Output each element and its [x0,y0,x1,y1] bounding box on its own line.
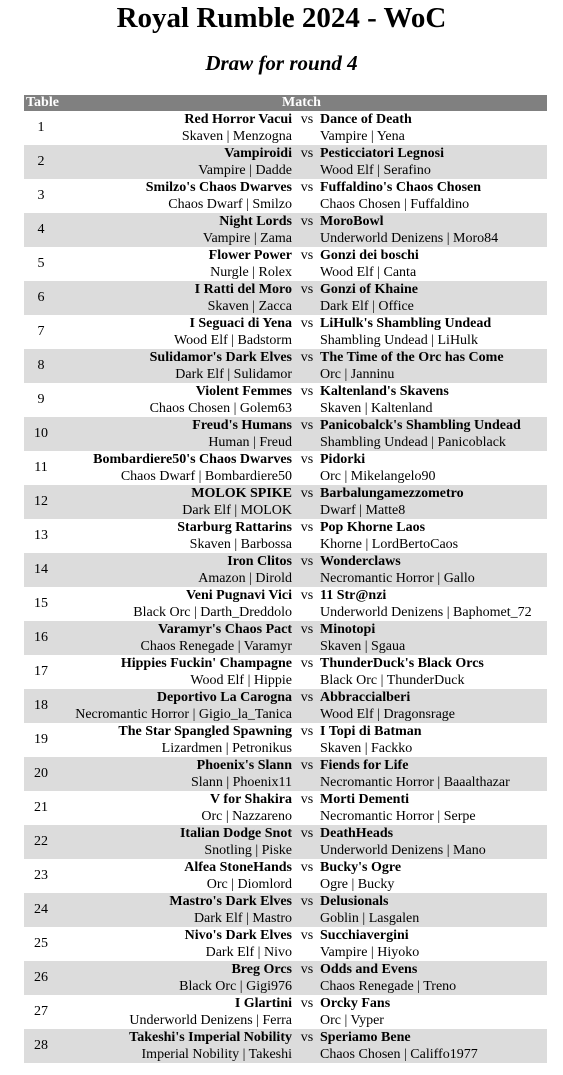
home-cell [42,417,292,451]
table-number: 5 [37,256,45,271]
vs-label: vs [300,146,314,161]
away-cell [320,757,552,791]
table-number: 23 [34,868,48,883]
away-race-coach: Orc | Vyper [320,1013,384,1028]
header-table: Table [26,95,59,110]
away-cell [320,451,552,485]
table-row [24,281,547,315]
table-number: 10 [34,426,48,441]
away-race-coach: Skaven | Fackko [320,741,413,756]
vs-label: vs [300,112,314,127]
vs-label: vs [300,520,314,535]
away-cell [320,179,552,213]
away-team-name: Kaltenland's Skavens [320,384,449,399]
away-cell [320,315,552,349]
header-match: Match [282,95,321,110]
table-number: 18 [34,698,48,713]
home-team-name: Night Lords [219,214,292,229]
page-title: Royal Rumble 2024 - WoC [116,2,447,34]
table-row [24,757,547,791]
vs-label: vs [300,758,314,773]
vs-label: vs [300,826,314,841]
home-team-name: Violent Femmes [195,384,292,399]
table-number: 24 [34,902,48,917]
away-race-coach: Black Orc | ThunderDuck [320,673,465,688]
away-cell [320,655,552,689]
home-cell [42,213,292,247]
away-team-name: Bucky's Ogre [320,860,402,875]
vs-label: vs [300,554,314,569]
away-team-name: Fiends for Life [320,758,409,773]
table-number: 13 [34,528,48,543]
table-number: 20 [34,766,48,781]
home-race-coach: Black Orc | Darth_Dreddolo [133,605,292,620]
table-row [24,689,547,723]
away-cell [320,519,552,553]
home-team-name: Vampiroidi [224,146,292,161]
home-team-name: Iron Clitos [227,554,292,569]
away-team-name: 11 Str@nzi [320,588,387,603]
home-team-name: Flower Power [208,248,292,263]
away-race-coach: Shambling Undead | LiHulk [320,333,478,348]
home-cell [42,247,292,281]
home-cell [42,859,292,893]
vs-label: vs [300,656,314,671]
home-race-coach: Skaven | Menzogna [181,129,292,144]
table-row [24,791,547,825]
table-row [24,145,547,179]
table-row [24,179,547,213]
home-cell [42,961,292,995]
away-team-name: ThunderDuck's Black Orcs [320,656,484,671]
home-team-name: I Seguaci di Yena [189,316,292,331]
away-race-coach: Orc | Mikelangelo90 [320,469,436,484]
home-team-name: Italian Dodge Snot [179,826,292,841]
vs-label: vs [300,928,314,943]
away-cell [320,553,552,587]
home-race-coach: Chaos Chosen | Golem63 [149,401,292,416]
away-cell [320,281,552,315]
table-number: 8 [37,358,45,373]
away-race-coach: Necromantic Horror | Serpe [320,809,476,824]
home-cell [42,723,292,757]
table-row [24,451,547,485]
home-team-name: I Ratti del Moro [194,282,292,297]
home-team-name: Nivo's Dark Elves [184,928,292,943]
away-cell [320,1029,552,1063]
table-number: 25 [34,936,48,951]
home-team-name: MOLOK SPIKE [191,486,292,501]
home-team-name: Bombardiere50's Chaos Dwarves [93,452,292,467]
vs-label: vs [300,860,314,875]
table-number: 14 [34,562,48,577]
away-team-name: The Time of the Orc has Come [320,350,504,365]
table-number: 2 [37,154,45,169]
away-team-name: Pidorki [320,452,366,467]
round-subtitle: Draw for round 4 [205,51,358,75]
home-race-coach: Skaven | Zacca [207,299,292,314]
home-cell [42,621,292,655]
home-team-name: Deportivo La Carogna [156,690,292,705]
away-team-name: DeathHeads [320,826,394,841]
table-number: 12 [34,494,48,509]
home-cell [42,111,292,145]
table-number: 27 [34,1004,48,1019]
away-cell [320,417,552,451]
vs-label: vs [300,690,314,705]
home-cell [42,1029,292,1063]
away-race-coach: Chaos Chosen | Fuffaldino [320,197,470,212]
away-race-coach: Orc | Janninu [320,367,395,382]
table-number: 3 [37,188,45,203]
away-cell [320,927,552,961]
table-number: 26 [34,970,48,985]
vs-label: vs [300,486,314,501]
home-race-coach: Wood Elf | Badstorm [174,333,292,348]
table-row [24,213,547,247]
away-cell [320,485,552,519]
table-row [24,247,547,281]
table-body [24,111,547,1063]
home-race-coach: Dark Elf | Sulidamor [175,367,292,382]
away-race-coach: Wood Elf | Serafino [320,163,431,178]
table-number: 6 [37,290,45,305]
home-cell [42,757,292,791]
away-team-name: Wonderclaws [320,554,401,569]
home-team-name: Sulidamor's Dark Elves [149,350,292,365]
home-race-coach: Chaos Dwarf | Smilzo [168,197,292,212]
home-team-name: Starburg Rattarins [177,520,292,535]
away-race-coach: Chaos Chosen | Califfo1977 [320,1047,478,1062]
table-row [24,553,547,587]
away-team-name: Gonzi of Khaine [320,282,419,297]
away-race-coach: Skaven | Kaltenland [320,401,433,416]
home-team-name: Breg Orcs [231,962,292,977]
away-race-coach: Skaven | Sgaua [320,639,406,654]
vs-label: vs [300,282,314,297]
away-cell [320,961,552,995]
table-row [24,893,547,927]
away-cell [320,621,552,655]
table-row [24,349,547,383]
table-row [24,825,547,859]
home-race-coach: Chaos Renegade | Varamyr [140,639,292,654]
away-team-name: Succhiavergini [320,928,409,943]
table-number: 15 [34,596,48,611]
table-number: 9 [37,392,45,407]
away-cell [320,383,552,417]
home-team-name: Freud's Humans [192,418,292,433]
away-team-name: Fuffaldino's Chaos Chosen [320,180,482,195]
vs-label: vs [300,588,314,603]
draw-table [24,95,547,1063]
away-cell [320,791,552,825]
home-team-name: Red Horror Vacui [184,112,292,127]
away-cell [320,247,552,281]
table-row [24,1029,547,1063]
home-race-coach: Dark Elf | Nivo [205,945,292,960]
home-cell [42,519,292,553]
table-number: 7 [37,324,45,339]
away-race-coach: Vampire | Yena [320,129,405,144]
table-row [24,723,547,757]
away-team-name: Delusionals [320,894,389,909]
home-cell [42,281,292,315]
vs-label: vs [300,452,314,467]
table-row [24,995,547,1029]
home-team-name: Smilzo's Chaos Dwarves [145,180,292,195]
away-race-coach: Dark Elf | Office [320,299,414,314]
vs-label: vs [300,214,314,229]
table-row [24,961,547,995]
home-race-coach: Human | Freud [208,435,292,450]
away-cell [320,213,552,247]
away-race-coach: Shambling Undead | Panicoblack [320,435,506,450]
away-team-name: Pop Khorne Laos [320,520,426,535]
away-cell [320,111,552,145]
home-race-coach: Necromantic Horror | Gigio_la_Tanica [75,707,292,722]
home-cell [42,145,292,179]
away-race-coach: Dwarf | Matte8 [320,503,406,518]
vs-label: vs [300,384,314,399]
table-row [24,927,547,961]
table-row [24,315,547,349]
home-race-coach: Underworld Denizens | Ferra [129,1013,292,1028]
home-team-name: Mastro's Dark Elves [169,894,292,909]
table-row [24,621,547,655]
home-cell [42,315,292,349]
home-team-name: The Star Spangled Spawning [118,724,292,739]
away-cell [320,893,552,927]
home-race-coach: Skaven | Barbossa [189,537,292,552]
away-cell [320,145,552,179]
home-race-coach: Dark Elf | Mastro [193,911,292,926]
away-team-name: Pesticciatori Legnosi [320,146,445,161]
home-race-coach: Slann | Phoenix11 [190,775,292,790]
away-cell [320,349,552,383]
home-cell [42,383,292,417]
home-team-name: Alfea StoneHands [184,860,292,875]
home-race-coach: Orc | Diomlord [206,877,292,892]
away-race-coach: Khorne | LordBertoCaos [320,537,459,552]
away-race-coach: Underworld Denizens | Baphomet_72 [320,605,532,620]
away-race-coach: Chaos Renegade | Treno [320,979,457,994]
away-race-coach: Necromantic Horror | Gallo [320,571,475,586]
home-race-coach: Lizardmen | Petronikus [161,741,292,756]
away-race-coach: Underworld Denizens | Moro84 [320,231,499,246]
vs-label: vs [300,248,314,263]
table-number: 19 [34,732,48,747]
away-team-name: LiHulk's Shambling Undead [320,316,492,331]
away-cell [320,689,552,723]
table-row [24,383,547,417]
away-team-name: Dance of Death [320,112,412,127]
home-cell [42,179,292,213]
away-team-name: Gonzi dei boschi [320,248,419,263]
table-row [24,417,547,451]
home-team-name: Takeshi's Imperial Nobility [129,1030,292,1045]
home-race-coach: Vampire | Zama [202,231,292,246]
table-number: 28 [34,1038,48,1053]
home-cell [42,825,292,859]
vs-label: vs [300,1030,314,1045]
table-row [24,655,547,689]
home-team-name: Phoenix's Slann [196,758,292,773]
away-team-name: MoroBowl [320,214,384,229]
away-team-name: Morti Dementi [320,792,410,807]
away-cell [320,825,552,859]
home-cell [42,451,292,485]
home-cell [42,893,292,927]
table-number: 16 [34,630,48,645]
away-team-name: Minotopi [320,622,376,637]
home-cell [42,655,292,689]
table-row [24,485,547,519]
table-row [24,587,547,621]
away-cell [320,723,552,757]
away-cell [320,995,552,1029]
away-race-coach: Goblin | Lasgalen [320,911,420,926]
home-race-coach: Imperial Nobility | Takeshi [141,1047,292,1062]
vs-label: vs [300,996,314,1011]
home-cell [42,995,292,1029]
vs-label: vs [300,418,314,433]
home-cell [42,485,292,519]
table-number: 22 [34,834,48,849]
home-cell [42,553,292,587]
table-number: 21 [34,800,48,815]
away-race-coach: Underworld Denizens | Mano [320,843,486,858]
table-row [24,519,547,553]
away-team-name: Speriamo Bene [320,1030,411,1045]
away-team-name: Panicobalck's Shambling Undead [320,418,521,433]
table-number: 1 [37,120,45,135]
home-team-name: V for Shakira [210,792,292,807]
away-team-name: Odds and Evens [320,962,418,977]
away-race-coach: Wood Elf | Dragonsrage [320,707,456,722]
vs-label: vs [300,962,314,977]
away-race-coach: Wood Elf | Canta [320,265,417,280]
away-cell [320,859,552,893]
home-cell [42,689,292,723]
away-race-coach: Necromantic Horror | Baaalthazar [320,775,510,790]
table-number: 11 [34,460,48,475]
away-team-name: Orcky Fans [320,996,391,1011]
home-cell [42,349,292,383]
home-cell [42,587,292,621]
away-team-name: Barbalungamezzometro [320,486,464,501]
vs-label: vs [300,180,314,195]
home-race-coach: Amazon | Dirold [198,571,292,586]
home-race-coach: Wood Elf | Hippie [190,673,292,688]
away-race-coach: Ogre | Bucky [320,877,395,892]
vs-label: vs [300,724,314,739]
home-race-coach: Black Orc | Gigi976 [179,979,292,994]
vs-label: vs [300,350,314,365]
table-header [24,95,547,111]
table-row [24,111,547,145]
table-row [24,859,547,893]
away-cell [320,587,552,621]
table-number: 17 [34,664,48,679]
away-team-name: Abbraccialberi [320,690,411,705]
vs-label: vs [300,622,314,637]
home-race-coach: Dark Elf | MOLOK [182,503,292,518]
home-race-coach: Nurgle | Rolex [210,265,292,280]
home-team-name: Hippies Fuckin' Champagne [120,656,292,671]
table-number: 4 [37,222,45,237]
home-race-coach: Vampire | Dadde [198,163,292,178]
away-team-name: I Topi di Batman [320,724,422,739]
vs-label: vs [300,792,314,807]
home-team-name: I Glartini [234,996,292,1011]
vs-label: vs [300,894,314,909]
home-race-coach: Snotling | Piske [204,843,292,858]
away-race-coach: Vampire | Hiyoko [320,945,420,960]
home-race-coach: Chaos Dwarf | Bombardiere50 [120,469,292,484]
home-cell [42,927,292,961]
home-cell [42,791,292,825]
vs-label: vs [300,316,314,331]
home-race-coach: Orc | Nazzareno [201,809,292,824]
home-team-name: Varamyr's Chaos Pact [157,622,292,637]
home-team-name: Veni Pugnavi Vici [185,588,292,603]
